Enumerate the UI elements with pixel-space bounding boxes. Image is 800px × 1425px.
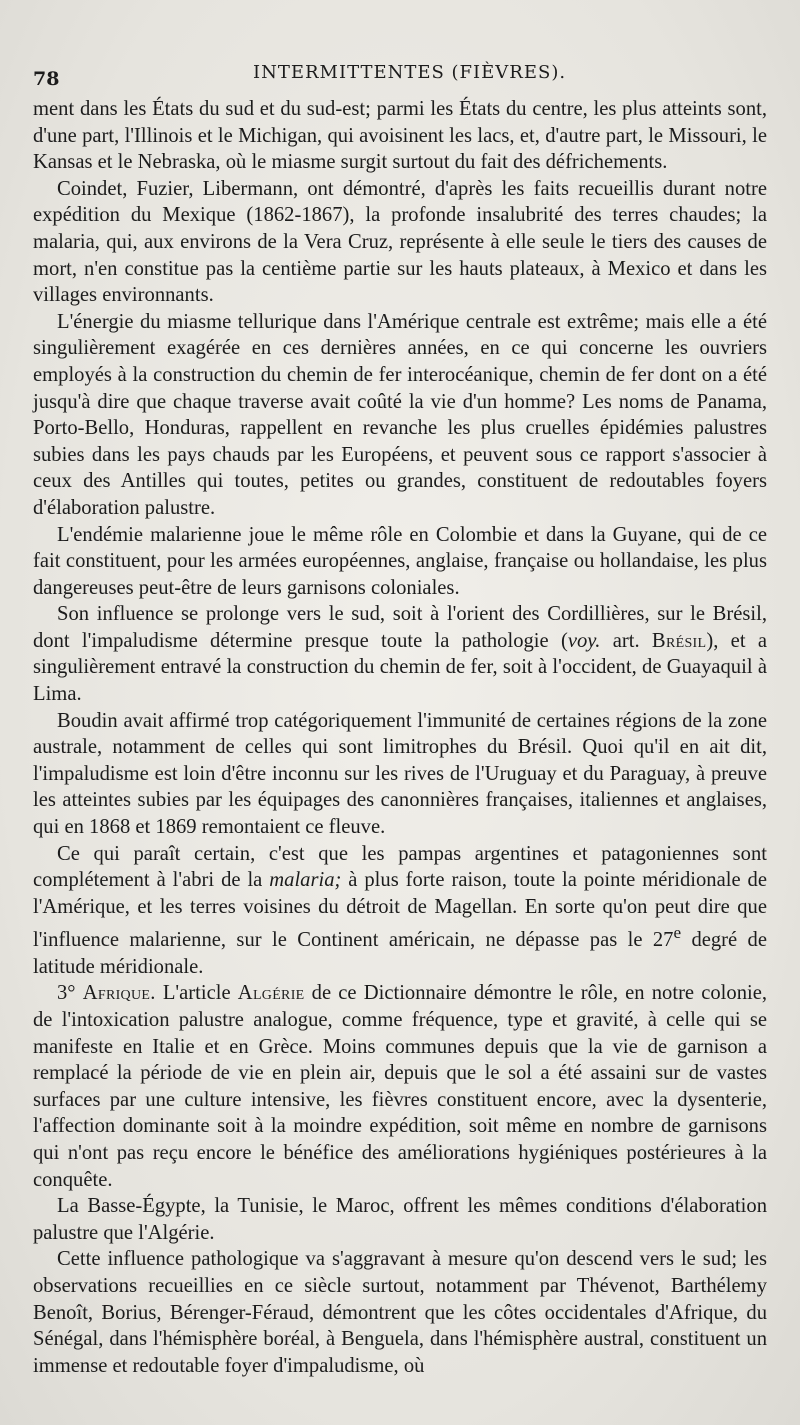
italic-term: malaria; <box>269 869 342 892</box>
paragraph-text: de ce Dictionnaire démontre le rôle, en notre colonie, de l'intoxication palustre analogue, comme fréquence, type et gravité, à celle qui se manifeste en Italie et en Grèce. Moins communes depuis que la vie de garnison a remplacé la période de vie en plein air, depuis que le sol a été assaini sur de vastes surfaces par une culture intensive, les fièvres constituent encore, avec la dysenterie, l'affection dominante soit à la moindre expédition, soit même en nombre de garnisons qui n'ont pas reçu encore le bénéfice des améliorations hygiéniques postérieures à la conquête. <box>33 982 767 1191</box>
paragraph-text: L'endémie malarienne joue le même rôle en Colombie et dans la Guyane, qui de ce fait constituent, pour les armées européennes, anglaise, française ou hollandaise, les plus dangereuses peut-être de leurs garnisons coloniales. <box>33 523 767 599</box>
paragraph-text: art. <box>600 629 652 652</box>
paragraph-text: ), et a singulièrement entravé la construction du chemin de fer, soit à l'occident, de Guayaquil à Lima. <box>33 629 767 706</box>
paragraph-10 <box>33 1246 767 1379</box>
ordinal-superscript: e <box>673 923 682 943</box>
paragraph-text: Son influence se prolonge vers le sud, soit à l'orient des Cordillières, sur le Brésil, dont l'impaludisme détermine presque toute la pathologie ( <box>33 603 767 652</box>
paragraph-8 <box>33 980 767 1193</box>
paragraph-9 <box>33 1193 767 1246</box>
section-number: 3° <box>57 982 83 1005</box>
paragraph-text: L'énergie du miasme tellurique dans l'Amérique centrale est extrême; mais elle a été singulièrement exagérée en ces dernières années, en ce qui concerne les ouvriers employés à la construction du chemin de fer interocéanique, chemin de fer dont on a été jusqu'à dire que chaque traverse avait coûté la vie d'un homme? Les noms de Panama, Porto-Bello, Honduras, rappellent en revanche les plus cruelles épidémies palustres subies dans les pays chauds par les Européens, et peuvent sous ce rapport s'associer à ceux des Antilles qui toutes, petites ou grandes, constituent de redoutables foyers d'élaboration palustre. <box>33 310 767 519</box>
paragraph-5 <box>33 601 767 707</box>
paragraph-text: L'article <box>155 982 238 1005</box>
paragraph-6 <box>33 708 767 841</box>
paragraph-text: Cette influence pathologique va s'aggravant à mesure qu'on descend vers le sud; les observations recueillies en ce siècle surtout, notamment par Thévenot, Barthélemy Benoît, Borius, Bérenger-Féraud, démontrent que les côtes occidentales d'Afrique, du Sénégal, dans l'hémisphère boréal, à Benguela, dans l'hémisphère austral, constituent un immense et redoutable foyer d'impaludisme, où <box>33 1248 767 1377</box>
paragraph-7 <box>33 841 767 981</box>
paragraph-text: Coindet, Fuzier, Libermann, ont démontré, d'après les faits recueillis durant notre expédition du Mexique (1862-1867), la profonde insalubrité des terres chaudes; la malaria, qui, aux environs de la Vera Cruz, représente à elle seule le tiers des causes de mort, n'en constitue pas la centième partie sur les hauts plateaux, à Mexico et dans les villages environnants. <box>33 177 767 307</box>
paragraph-text: La Basse-Égypte, la Tunisie, le Maroc, offrent les mêmes conditions d'élaboration palustre que l'Algérie. <box>33 1195 767 1244</box>
paragraph-text: Ce qui paraît certain, c'est que les pampas argentines et patagoniennes sont complétement à l'abri de la <box>33 842 767 892</box>
cross-reference: Brésil <box>651 629 707 652</box>
paragraph-text: à plus forte raison, toute la pointe méridionale de l'Amérique, et les terres voisines du détroit de Magellan. En sorte qu'on peut dire que l'influence malarienne, sur le Continent américain, ne dépasse pas le 27 <box>33 869 767 952</box>
paragraph-2 <box>33 176 767 309</box>
italic-ref: voy. <box>567 629 601 652</box>
paragraph-text: degré de latitude méridionale. <box>33 929 767 978</box>
body-text <box>33 96 767 1379</box>
paragraph-1 <box>33 96 767 176</box>
section-heading: Afrique. <box>82 982 156 1005</box>
page-number: 78 <box>33 68 60 90</box>
cross-reference: Algérie <box>237 982 305 1005</box>
paragraph-4 <box>33 522 767 602</box>
page-header <box>33 62 767 96</box>
running-head: INTERMITTENTES (FIÈVRES). <box>253 62 567 83</box>
paragraph-text: Boudin avait affirmé trop catégoriquement l'immunité de certaines régions de la zone australe, notamment de celles qui sont limitrophes du Brésil. Quoi qu'il en ait dit, l'impaludisme est loin d'être inconnu sur les rives de l'Uruguay et du Paraguay, à preuve les atteintes subies par les équipages des canonnières françaises, italiennes et anglaises, qui en 1868 et 1869 remontaient ce fleuve. <box>33 709 767 839</box>
paragraph-text: ment dans les États du sud et du sud-est; parmi les États du centre, les plus atteints sont, d'une part, l'Illinois et le Michigan, qui avoisinent les lacs, et, d'autre part, le Missouri, le Kansas et le Nebraska, où le miasme surgit surtout du fait des défrichements. <box>33 98 767 174</box>
paragraph-3 <box>33 309 767 522</box>
